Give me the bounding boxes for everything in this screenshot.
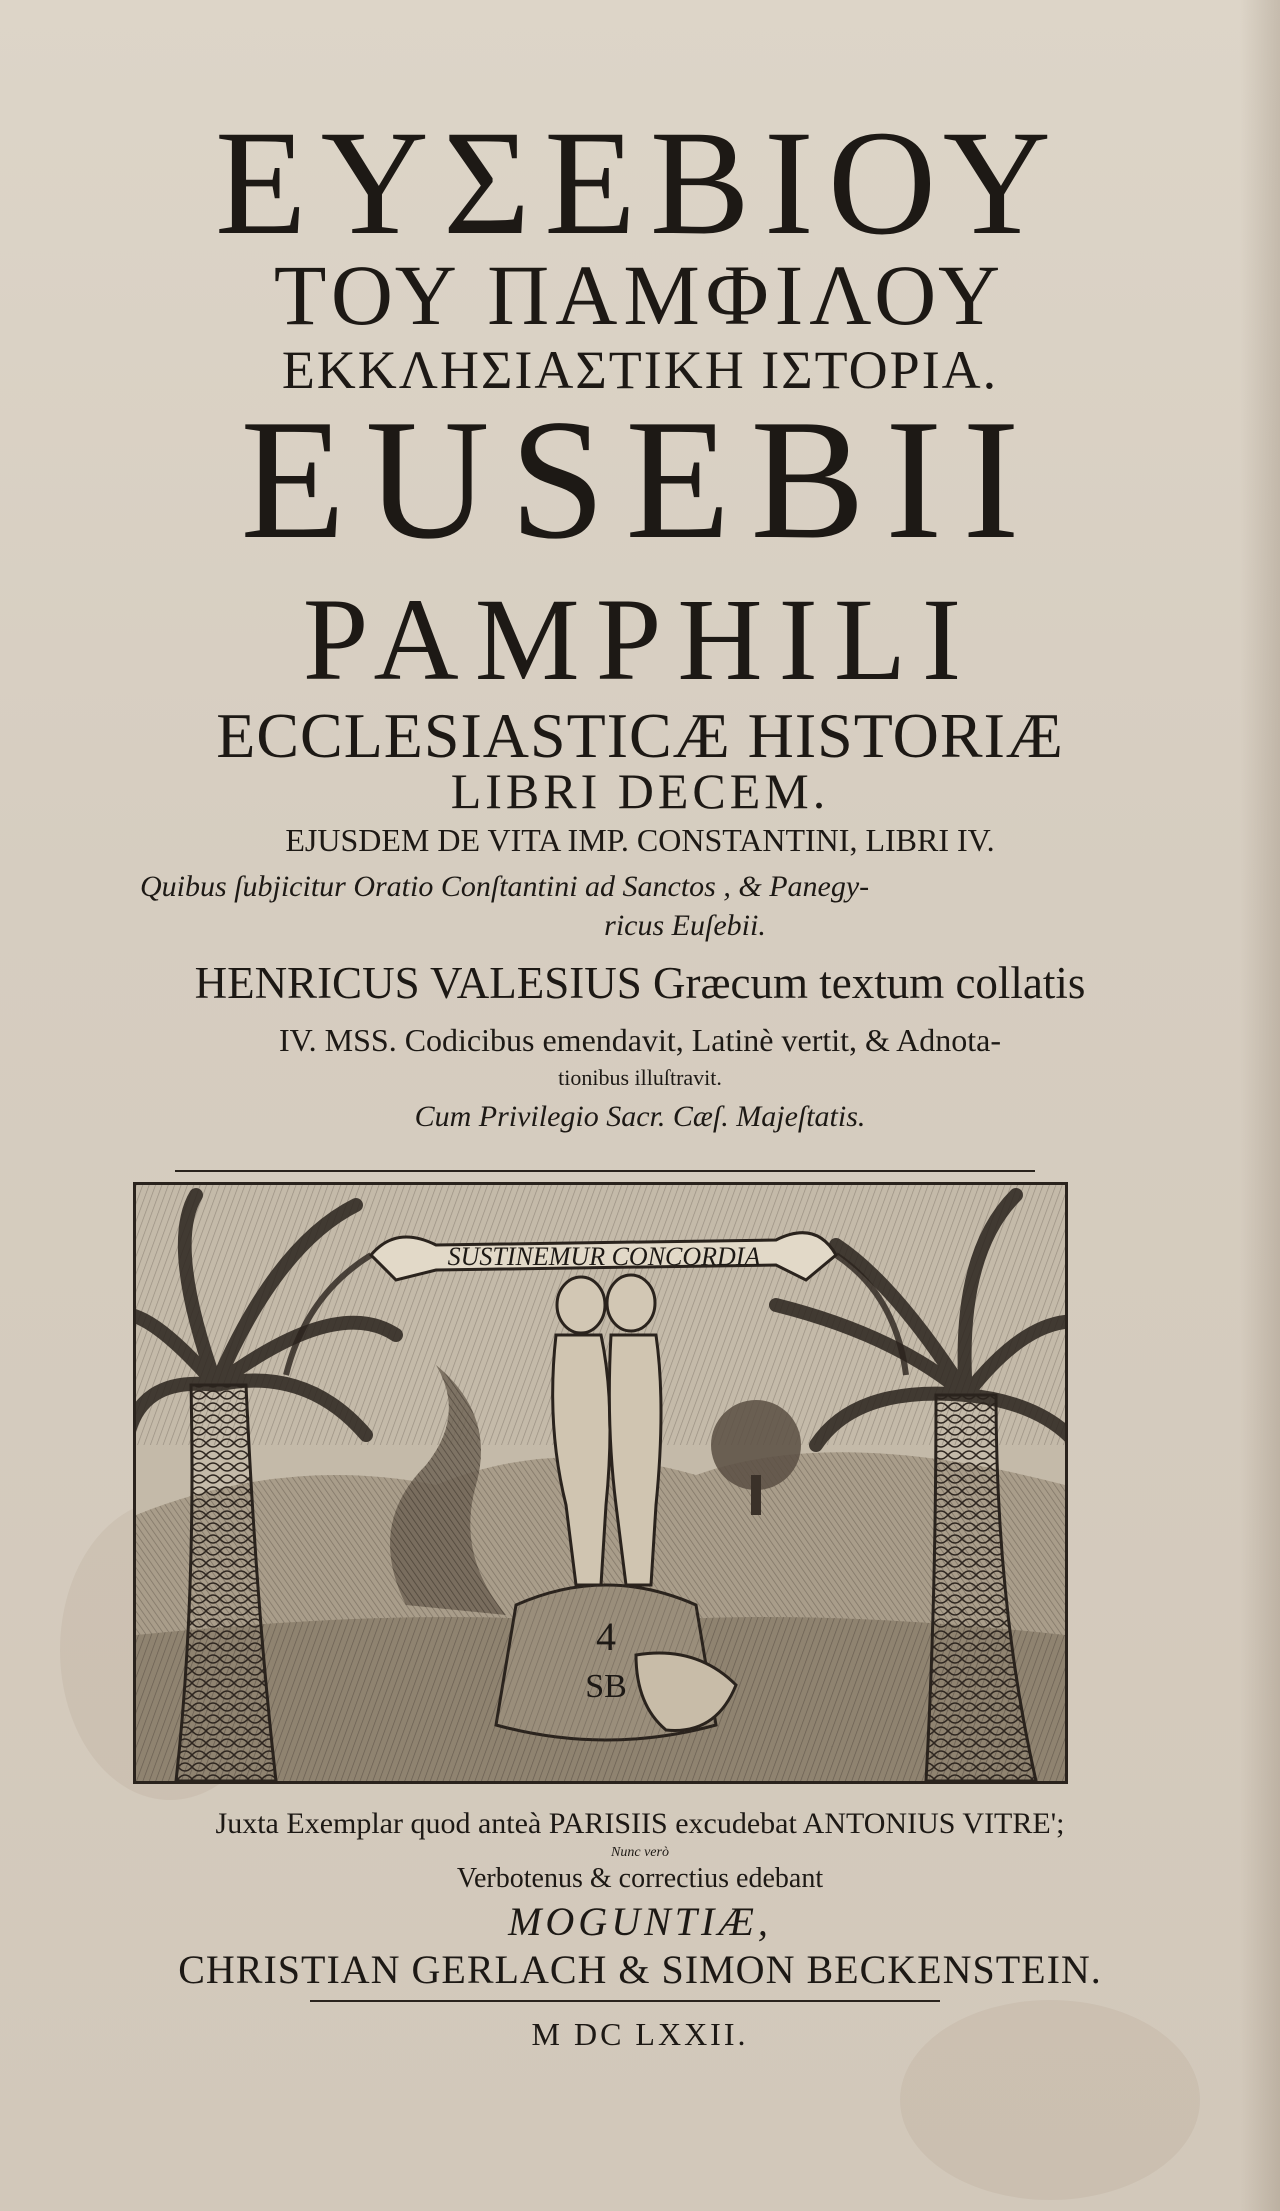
greek-title-surname: ΤΟΥ ΠΑΜΦΙΛΟΥ [273,247,1007,343]
rule-above-date [310,2000,940,2002]
imprint-verbotenus: Verbotenus & correctius edebant [456,1863,824,1894]
latin-subtitle-oratio: Quibus ſubjicitur Oratio Conſtantini ad Sanctos , & Panegy- [140,870,870,903]
engraving-plate [133,1182,1068,1784]
latin-title-books: LIBRI DECEM. [450,763,830,819]
figure-right-head [607,1275,655,1331]
imprint-exemplar: Juxta Exemplar quod anteà PARISIIS excudebat ANTONIUS VITRE'; [215,1807,1065,1840]
latin-title-work: ECCLESIASTICÆ HISTORIÆ [216,700,1064,771]
monogram-top: 4 [596,1614,616,1659]
latin-title-surname: PAMPHILI [302,574,978,705]
motto-text: SUSTINEMUR CONCORDIA [447,1242,761,1271]
figure-left-head [557,1277,605,1333]
rule-above-plate [175,1170,1035,1172]
latin-subtitle-vita: EJUSDEM DE VITA IMP. CONSTANTINI, LIBRI IV. [285,822,995,858]
imprint-nunc-vero: Nunc verò [611,1845,669,1860]
engraving-illustration [136,1185,1065,1781]
latin-subtitle-oratio-cont: ricus Euſebii. [604,909,766,942]
monogram-bottom: SB [585,1668,627,1705]
imprint-printers: CHRISTIAN GERLACH & SIMON BECKENSTEIN. [178,1947,1102,1992]
privilege-line: Cum Privilegio Sacr. Cæſ. Majeſtatis. [414,1100,866,1133]
editor-line: HENRICUS VALESIUS Græcum textum collatis [194,958,1086,1008]
imprint-date: M DC LXXII. [531,2016,749,2052]
editor-description-cont: tionibus illuſtravit. [558,1065,722,1090]
greek-title-work: ΕΚΚΛΗΣΙΑΣΤΙΚΗ ΙΣΤΟΡΙΑ. [281,340,999,400]
editor-description: IV. MSS. Codicibus emendavit, Latinè vertit, & Adnota- [279,1022,1001,1058]
latin-title-author: EUSEBII [240,385,1040,575]
greek-title-author: ΕΥΣΕΒΙΟΥ [214,100,1066,266]
imprint-place: MOGUNTIÆ, [508,1899,772,1944]
